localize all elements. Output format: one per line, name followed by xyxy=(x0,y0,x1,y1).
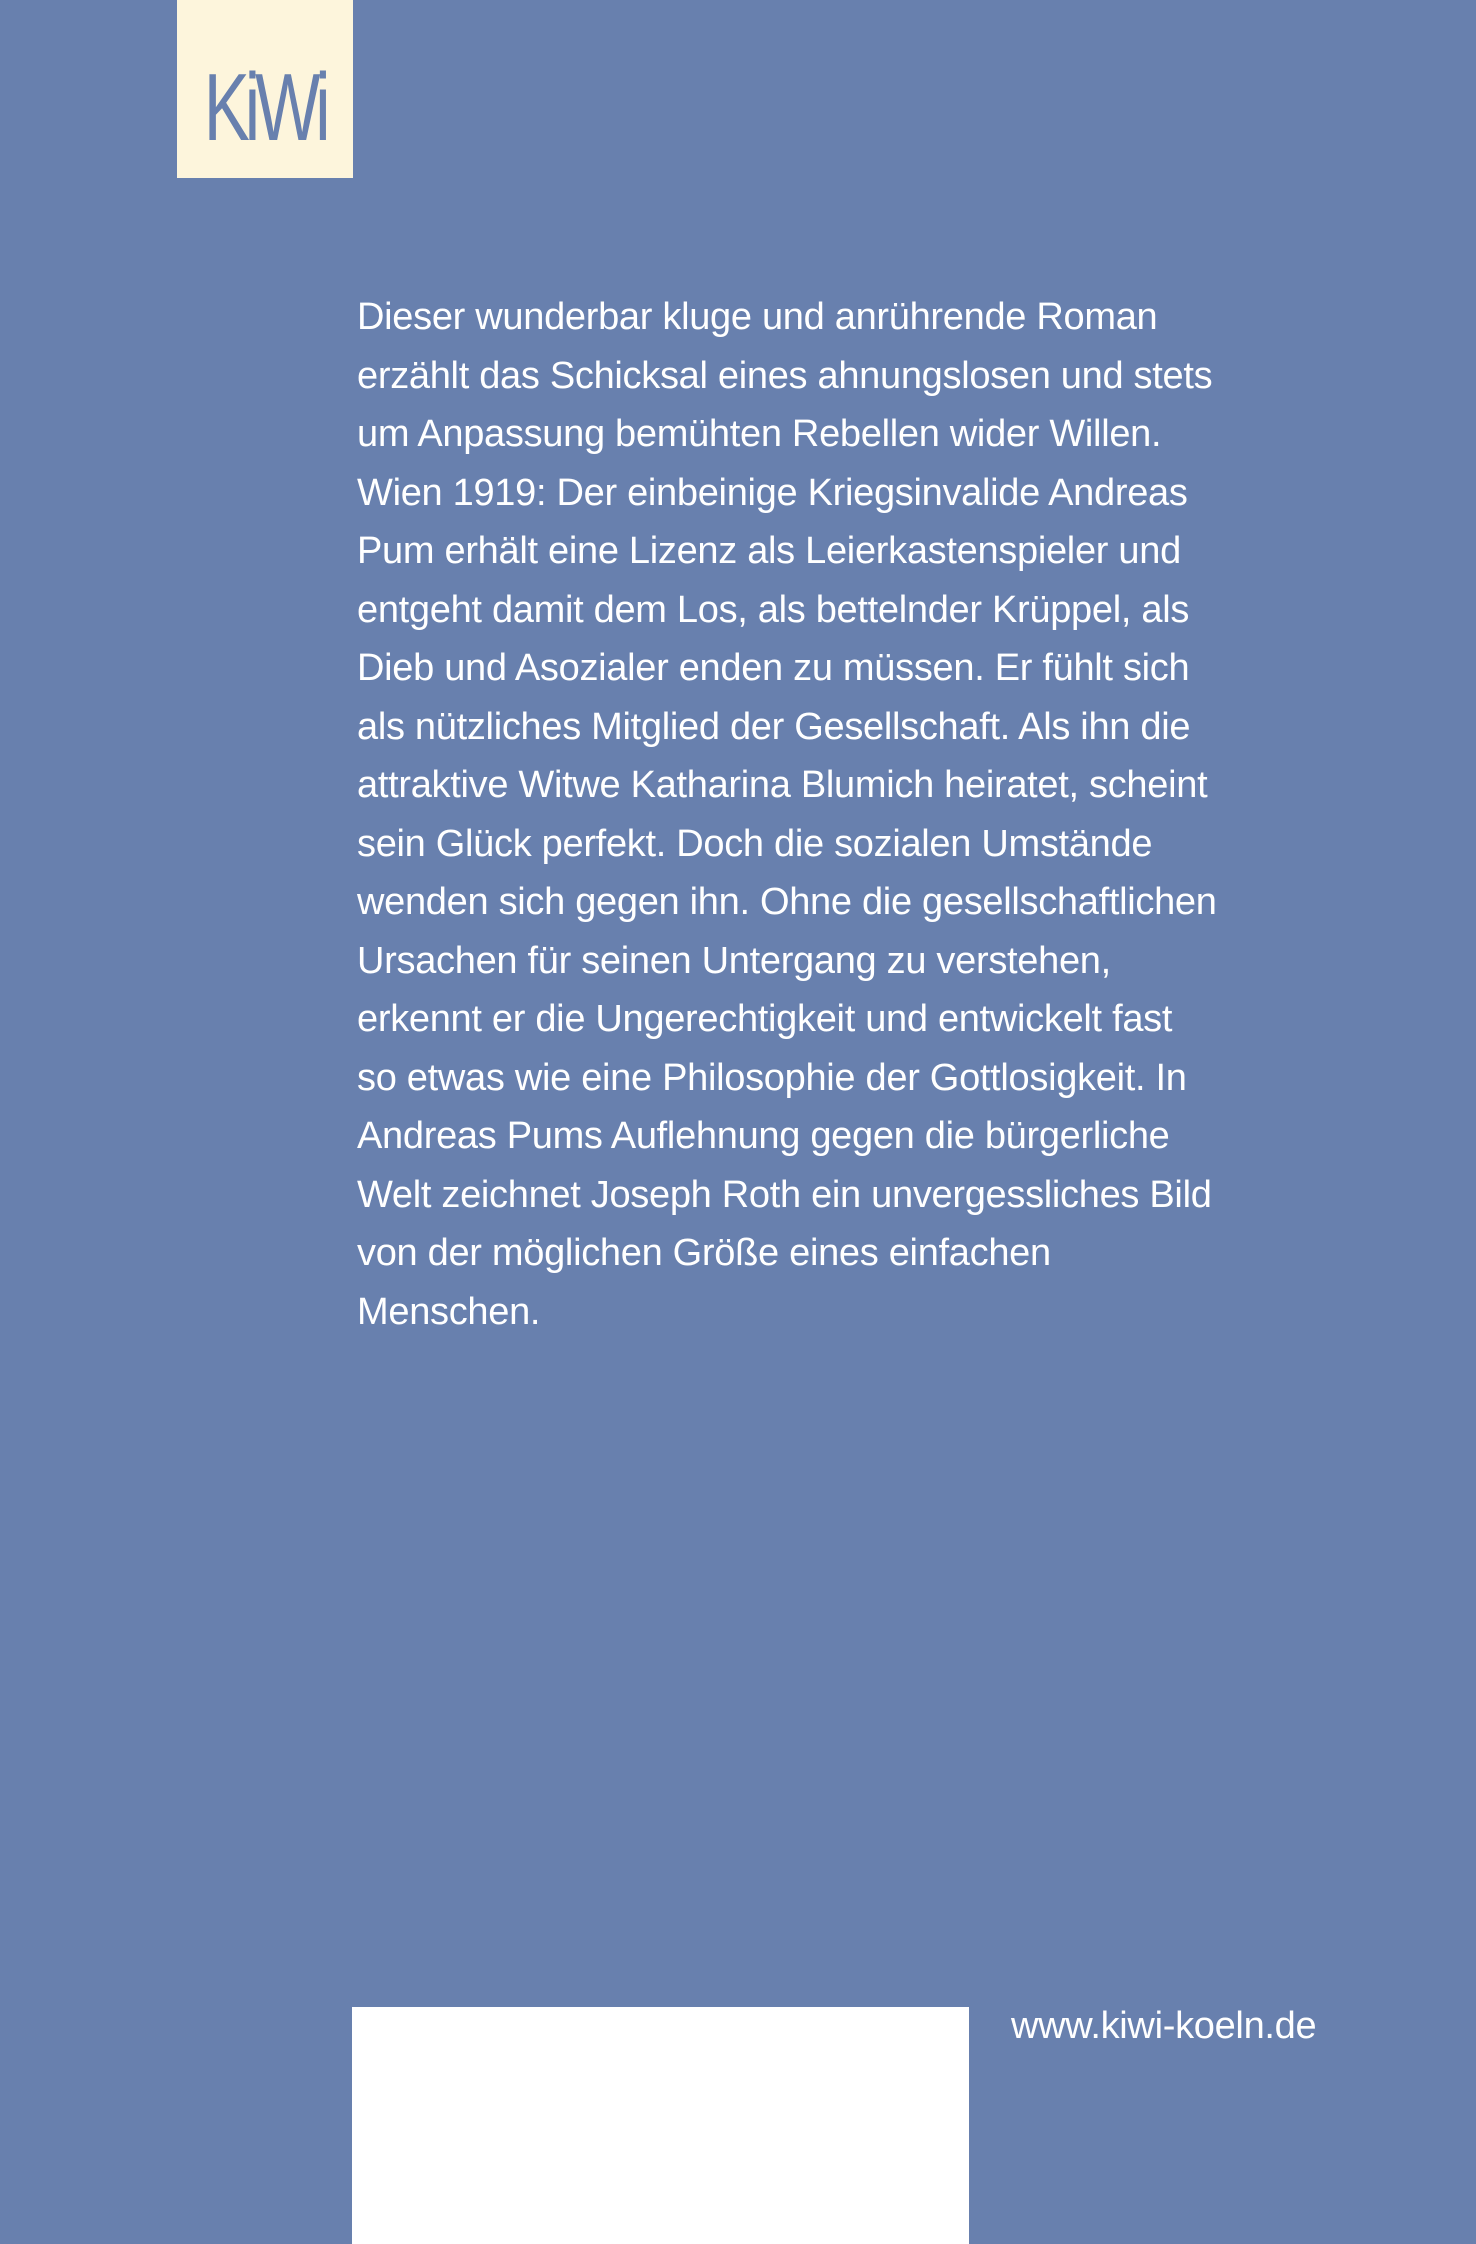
blurb-line: Dieser wunderbar kluge und anrührende Roman xyxy=(357,296,1158,338)
blurb-line: wenden sich gegen ihn. Ohne die gesellschaftlichen xyxy=(357,881,1217,923)
publisher-logo-text: KiWi xyxy=(204,54,326,161)
blurb-line: erzählt das Schicksal eines ahnungslosen und stets xyxy=(357,354,1213,397)
book-blurb xyxy=(357,288,1347,1341)
blurb-line: Andreas Pums Auflehnung gegen die bürgerliche xyxy=(357,1115,1170,1157)
blurb-line: Wien 1919: Der einbeinige Kriegsinvalide Andreas xyxy=(357,471,1188,514)
blurb-line: von der möglichen Größe eines einfachen xyxy=(357,1232,1051,1274)
blurb-line: attraktive Witwe Katharina Blumich heiratet, scheint xyxy=(357,764,1208,806)
blurb-line: entgeht damit dem Los, als bettelnder Krüppel, als xyxy=(357,588,1190,631)
blurb-line: um Anpassung bemühten Rebellen wider Willen. xyxy=(357,413,1162,455)
blurb-line: Ursachen für seinen Untergang zu verstehen, xyxy=(357,939,1111,982)
blurb-line: Welt zeichnet Joseph Roth ein unvergessliches Bild xyxy=(357,1173,1212,1216)
barcode-placeholder xyxy=(352,2007,969,2244)
blurb-line: so etwas wie eine Philosophie der Gottlosigkeit. In xyxy=(357,1056,1187,1099)
blurb-line: erkennt er die Ungerechtigkeit und entwickelt fast xyxy=(357,998,1173,1040)
publisher-website: www.kiwi-koeln.de xyxy=(1011,2005,1317,2047)
blurb-line: als nützliches Mitglied der Gesellschaft. Als ihn die xyxy=(357,705,1191,748)
blurb-line: Pum erhält eine Lizenz als Leierkastenspieler und xyxy=(357,530,1181,572)
blurb-line: sein Glück perfekt. Doch die sozialen Umstände xyxy=(357,822,1153,865)
publisher-logo xyxy=(177,0,353,178)
blurb-line: Dieb und Asozialer enden zu müssen. Er fühlt sich xyxy=(357,647,1190,689)
blurb-line: Menschen. xyxy=(357,1290,541,1333)
